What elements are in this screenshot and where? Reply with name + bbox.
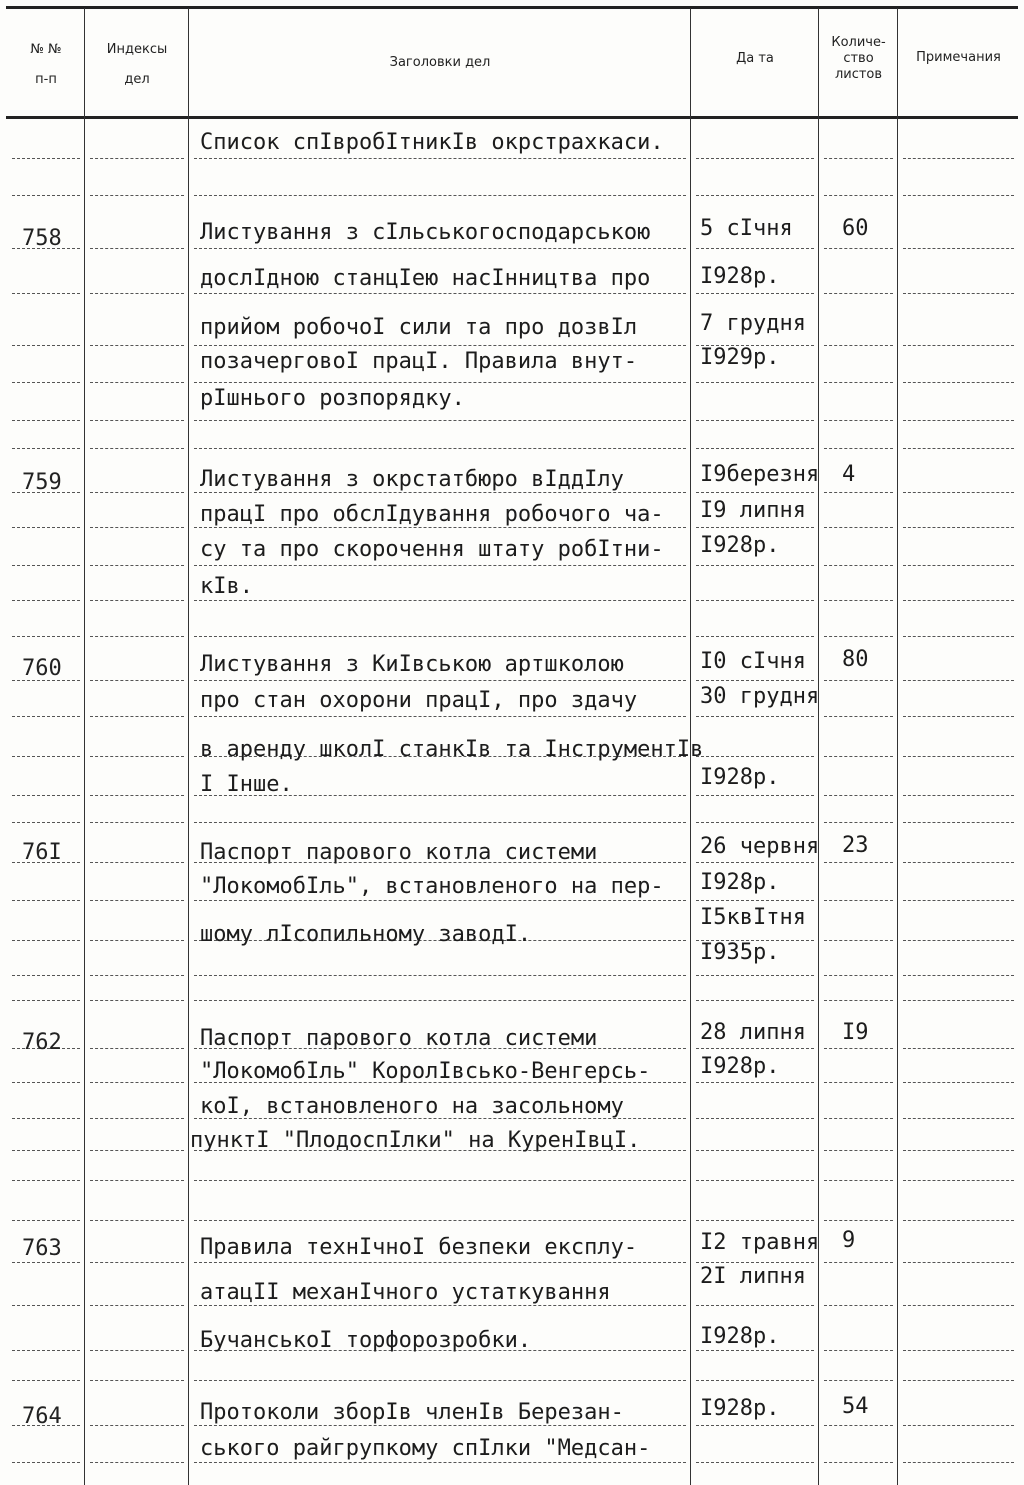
ruling-line [903, 1305, 1014, 1306]
record-title-line: пунктI "ПлодоспIлки" на КуренIвцI. [190, 1128, 641, 1153]
ruling-line [696, 1220, 814, 1221]
ruling-line [696, 1118, 814, 1119]
ruling-line [903, 940, 1014, 941]
ruling-line [824, 795, 893, 796]
ruling-line [824, 158, 893, 159]
record-date-line: 26 червня [700, 834, 820, 859]
record-title-line: рIшнього розпорядку. [200, 386, 465, 411]
record-date-line: I928р. [700, 533, 780, 558]
ruling-line [824, 600, 893, 601]
ruling-line [903, 248, 1014, 249]
record-date-line: 30 грудня [700, 684, 820, 709]
record-title-line: кIв. [200, 574, 253, 599]
ruling-line [90, 1220, 184, 1221]
header-index-line-1: Индексы [106, 42, 168, 57]
ruling-line [696, 492, 814, 493]
ruling-line [696, 1462, 814, 1463]
record-title-line: ського райгрупкому спIлки "Медсан- [200, 1436, 651, 1461]
record-number-761: 76I [22, 840, 62, 865]
ruling-line [824, 382, 893, 383]
record-sheets: 80 [842, 647, 869, 672]
ruling-line [696, 975, 814, 976]
ruling-line [696, 1262, 814, 1263]
ruling-line [90, 158, 184, 159]
ruling-line [194, 1462, 686, 1463]
ruling-line [696, 600, 814, 601]
ruling-line [194, 527, 686, 528]
ruling-line [696, 1082, 814, 1083]
ruling-line [90, 680, 184, 681]
record-title-line: Протоколи зборIв членIв Березан- [200, 1400, 624, 1425]
record-date-line: 28 липня [700, 1020, 806, 1045]
ruling-line [903, 1118, 1014, 1119]
ruling-line [90, 636, 184, 637]
ruling-line [696, 795, 814, 796]
ruling-line [194, 1305, 686, 1306]
record-number-759: 759 [22, 470, 62, 495]
record-date-line: I928р. [700, 765, 780, 790]
ruling-line [194, 1262, 686, 1263]
ruling-line [12, 795, 80, 796]
ruling-line [90, 1262, 184, 1263]
record-number-763: 763 [22, 1236, 62, 1261]
record-date-line: I928р. [700, 264, 780, 289]
record-title-line: Паспорт парового котла системи [200, 840, 598, 865]
header-top-rule [6, 6, 1018, 9]
ruling-line [903, 1220, 1014, 1221]
ruling-line [696, 158, 814, 159]
ruling-line [194, 248, 686, 249]
ruling-line [90, 1150, 184, 1151]
ruling-line [824, 293, 893, 294]
record-title-line: прийом робочоI сили та про дозвIл [200, 315, 638, 340]
intro-title-line: Список спIвробIтникIв окрстрахкаси. [200, 130, 664, 155]
ruling-line [903, 680, 1014, 681]
ruling-line [90, 940, 184, 941]
ruling-line [90, 1000, 184, 1001]
ruling-line [903, 900, 1014, 901]
ruling-line [903, 293, 1014, 294]
ruling-line [90, 716, 184, 717]
column-divider-2 [188, 8, 189, 1485]
ruling-line [90, 975, 184, 976]
ruling-line [90, 1380, 184, 1381]
ruling-line [696, 1380, 814, 1381]
ruling-line [903, 862, 1014, 863]
ruling-line [824, 822, 893, 823]
record-date-line: 2I липня [700, 1264, 806, 1289]
ruling-line [12, 420, 80, 421]
record-title-line: Правила технIчноI безпеки експлу- [200, 1235, 638, 1260]
ruling-line [824, 900, 893, 901]
ruling-line [90, 492, 184, 493]
record-date-line: 7 грудня [700, 311, 806, 336]
column-divider-5 [897, 8, 898, 1485]
ruling-line [90, 1425, 184, 1426]
ruling-line [194, 680, 686, 681]
header-notes: Примечания [916, 50, 1001, 65]
record-title-line: шому лIсопильному заводI. [200, 922, 532, 947]
ruling-line [824, 1425, 893, 1426]
ruling-line [824, 527, 893, 528]
ruling-line [824, 1220, 893, 1221]
ruling-line [696, 195, 814, 196]
ruling-line [12, 195, 80, 196]
header-number-line-1: № № [30, 42, 62, 57]
record-date-line: 5 сIчня [700, 216, 793, 241]
ruling-line [903, 420, 1014, 421]
record-date-line: I2 травня [700, 1230, 820, 1255]
ruling-line [696, 420, 814, 421]
ruling-line [824, 1350, 893, 1351]
ruling-line [90, 420, 184, 421]
ruling-line [12, 940, 80, 941]
record-title-line: "ЛокомобIль" КоролIвсько-Венгерсь- [200, 1059, 651, 1084]
ruling-line [903, 492, 1014, 493]
record-date-line: I928р. [700, 1054, 780, 1079]
ruling-line [824, 940, 893, 941]
record-title-line: в аренду школI станкIв та IнструментIв [200, 737, 704, 762]
record-title-line: позачерговоI працI. Правила внут- [200, 349, 638, 374]
ruling-line [824, 565, 893, 566]
ruling-line [194, 382, 686, 383]
ruling-line [903, 795, 1014, 796]
header-date: Да та [736, 51, 774, 66]
ruling-line [903, 1262, 1014, 1263]
record-date-line: I928р. [700, 1324, 780, 1349]
ruling-line [12, 756, 80, 757]
ruling-line [90, 1462, 184, 1463]
record-title-line: су та про скорочення штату робIтни- [200, 537, 664, 562]
ruling-line [90, 822, 184, 823]
ruling-line [90, 345, 184, 346]
ruling-line [903, 448, 1014, 449]
header-sheets [820, 35, 897, 83]
record-title-line: атацII механIчного устаткування [200, 1280, 611, 1305]
ruling-line [12, 900, 80, 901]
ruling-line [12, 1082, 80, 1083]
ruling-line [194, 195, 686, 196]
ruling-line [696, 756, 814, 757]
ruling-line [824, 1118, 893, 1119]
header-title: Заголовки дел [389, 55, 491, 70]
record-title-line: про стан охорони працI, про здачу [200, 688, 638, 713]
record-date-line: I929р. [700, 345, 780, 370]
ruling-line [903, 1350, 1014, 1351]
ruling-line [696, 680, 814, 681]
ruling-line [696, 382, 814, 383]
ruling-line [12, 1305, 80, 1306]
header-number-line-2: п-п [35, 72, 57, 87]
ruling-line [696, 448, 814, 449]
ruling-line [824, 195, 893, 196]
ruling-line [903, 600, 1014, 601]
ruling-line [194, 345, 686, 346]
ruling-line [696, 636, 814, 637]
ruling-line [903, 1150, 1014, 1151]
record-number-760: 760 [22, 656, 62, 681]
ruling-line [194, 975, 686, 976]
ruling-line [12, 1262, 80, 1263]
ruling-line [696, 900, 814, 901]
ruling-line [824, 1180, 893, 1181]
ruling-line [696, 1048, 814, 1049]
ruling-line [90, 1082, 184, 1083]
ruling-line [90, 1180, 184, 1181]
record-date-line: I5квIтня [700, 905, 806, 930]
ruling-line [90, 248, 184, 249]
ruling-line [90, 527, 184, 528]
record-sheets: 4 [842, 462, 856, 487]
ruling-line [696, 1180, 814, 1181]
ruling-line [12, 527, 80, 528]
ruling-line [90, 900, 184, 901]
ruling-line [824, 680, 893, 681]
ruling-line [824, 248, 893, 249]
ruling-line [903, 822, 1014, 823]
ruling-line [12, 1180, 80, 1181]
record-sheets: I9 [842, 1020, 869, 1045]
ruling-line [12, 1150, 80, 1151]
ruling-line [824, 1305, 893, 1306]
ruling-line [903, 716, 1014, 717]
header-number [8, 42, 84, 88]
header-sheets-line-1: Количе- [831, 35, 886, 50]
ruling-line [903, 1425, 1014, 1426]
ruling-line [696, 527, 814, 528]
ruling-line [12, 822, 80, 823]
ruling-line [903, 756, 1014, 757]
ruling-line [696, 1350, 814, 1351]
ruling-line [12, 1000, 80, 1001]
record-title-line: Листування з окрстатбюро вIддIлу [200, 467, 624, 492]
ruling-line [12, 636, 80, 637]
ruling-line [90, 1350, 184, 1351]
ruling-line [12, 158, 80, 159]
ruling-line [12, 975, 80, 976]
ruling-line [903, 636, 1014, 637]
ruling-line [824, 1048, 893, 1049]
ruling-line [90, 195, 184, 196]
ruling-line [903, 1380, 1014, 1381]
ruling-line [903, 1000, 1014, 1001]
header-sheets-line-2: ство [843, 51, 874, 66]
ruling-line [12, 1350, 80, 1351]
ruling-line [194, 600, 686, 601]
record-title-line: БучанськоI торфорозробки. [200, 1328, 532, 1353]
ruling-line [194, 1380, 686, 1381]
ruling-line [12, 448, 80, 449]
ruling-line [90, 795, 184, 796]
record-sheets: 54 [842, 1394, 869, 1419]
ruling-line [90, 1118, 184, 1119]
record-sheets: 60 [842, 216, 869, 241]
ruling-line [696, 248, 814, 249]
ruling-line [12, 600, 80, 601]
record-date-line: I928р. [700, 1396, 780, 1421]
record-title-line: працI про обслIдування робочого ча- [200, 502, 664, 527]
ruling-line [824, 1150, 893, 1151]
ruling-line [903, 345, 1014, 346]
ruling-line [696, 293, 814, 294]
ruling-line [12, 1380, 80, 1381]
ruling-line [824, 1380, 893, 1381]
ruling-line [903, 1082, 1014, 1083]
ruling-line [194, 420, 686, 421]
ruling-line [903, 382, 1014, 383]
ruling-line [903, 975, 1014, 976]
record-sheets: 9 [842, 1228, 856, 1253]
record-date-line: I0 сIчня [700, 649, 806, 674]
ruling-line [696, 1305, 814, 1306]
ruling-line [824, 636, 893, 637]
column-divider-1 [84, 8, 85, 1485]
ruling-line [903, 158, 1014, 159]
ruling-line [194, 565, 686, 566]
ruling-line [90, 862, 184, 863]
ruling-line [903, 1180, 1014, 1181]
ruling-line [90, 1305, 184, 1306]
ruling-line [194, 1220, 686, 1221]
ruling-line [90, 565, 184, 566]
ruling-line [696, 822, 814, 823]
ruling-line [90, 448, 184, 449]
ruling-line [903, 195, 1014, 196]
ruling-line [903, 1048, 1014, 1049]
ruling-line [903, 565, 1014, 566]
ruling-line [194, 448, 686, 449]
ruling-line [824, 420, 893, 421]
ruling-line [12, 345, 80, 346]
record-date-line: I935р. [700, 940, 780, 965]
ruling-line [696, 565, 814, 566]
ruling-line [12, 293, 80, 294]
ruling-line [194, 1180, 686, 1181]
ruling-line [194, 636, 686, 637]
ruling-line [824, 492, 893, 493]
ruling-line [824, 1082, 893, 1083]
ruling-line [12, 1118, 80, 1119]
ruling-line [824, 862, 893, 863]
record-title-line: I Iнше. [200, 772, 293, 797]
ruling-line [194, 1000, 686, 1001]
record-sheets: 23 [842, 833, 869, 858]
ruling-line [12, 1220, 80, 1221]
record-number-758: 758 [22, 226, 62, 251]
ruling-line [12, 382, 80, 383]
ruling-line [824, 1262, 893, 1263]
ruling-line [824, 756, 893, 757]
ruling-line [903, 527, 1014, 528]
ruling-line [824, 975, 893, 976]
ruling-line [194, 716, 686, 717]
ruling-line [194, 822, 686, 823]
ruling-line [90, 1048, 184, 1049]
ruling-line [12, 1462, 80, 1463]
ruling-line [696, 1000, 814, 1001]
ruling-line [90, 756, 184, 757]
ruling-line [696, 862, 814, 863]
ruling-line [824, 716, 893, 717]
record-title-line: дослIдною станцIею насIнництва про [200, 266, 651, 291]
record-title-line: Листування з КиIвською артшколою [200, 652, 624, 677]
header-bottom-rule [6, 116, 1018, 119]
record-title-line: "ЛокомобIль", встановленого на пер- [200, 874, 664, 899]
ruling-line [824, 448, 893, 449]
ruling-line [696, 716, 814, 717]
ruling-line [90, 600, 184, 601]
ruling-line [824, 1462, 893, 1463]
record-date-line: I928р. [700, 870, 780, 895]
record-date-line: I9березня [700, 462, 820, 487]
ruling-line [903, 1462, 1014, 1463]
record-title-line: коI, встановленого на засольному [200, 1094, 624, 1119]
ruling-line [194, 900, 686, 901]
ruling-line [824, 345, 893, 346]
ruling-line [696, 1425, 814, 1426]
header-index-line-2: дел [124, 72, 150, 87]
ruling-line [90, 293, 184, 294]
ruling-line [194, 293, 686, 294]
ruling-line [90, 382, 184, 383]
record-title-line: Паспорт парового котла системи [200, 1026, 598, 1051]
ruling-line [824, 1000, 893, 1001]
column-divider-4 [818, 8, 819, 1485]
header-index [86, 42, 188, 88]
ruling-line [194, 492, 686, 493]
record-number-762: 762 [22, 1030, 62, 1055]
record-number-764: 764 [22, 1404, 62, 1429]
record-title-line: Листування з сIльськогосподарською [200, 220, 651, 245]
ruling-line [194, 158, 686, 159]
ruling-line [194, 1425, 686, 1426]
ruling-line [12, 565, 80, 566]
ruling-line [12, 716, 80, 717]
header-sheets-line-3: листов [834, 67, 883, 82]
ruling-line [696, 1150, 814, 1151]
record-date-line: I9 липня [700, 498, 806, 523]
